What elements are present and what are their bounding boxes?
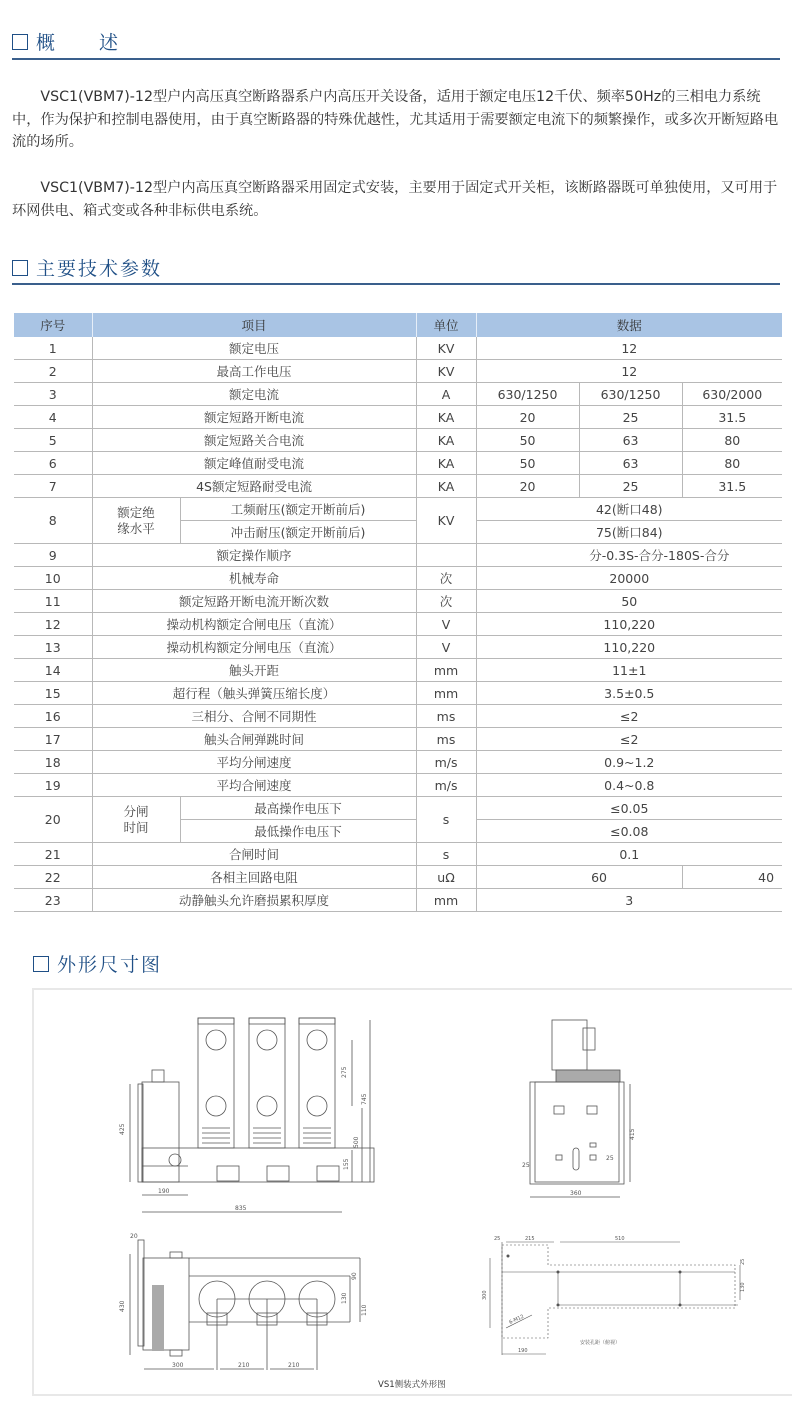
cell-no: 2: [14, 360, 92, 383]
cell-no: 14: [14, 659, 92, 682]
cell-subitem: 冲击耐压(额定开断前后): [180, 521, 416, 544]
group-label-line: 缘水平: [117, 520, 155, 536]
cell-unit: mm: [416, 682, 476, 705]
cell-no: 11: [14, 590, 92, 613]
cell-no: 5: [14, 429, 92, 452]
cell-item: 各相主回路电阻: [92, 866, 416, 889]
cell-data: 110,220: [476, 613, 782, 636]
cell-data: 63: [579, 452, 682, 475]
cell-item: 机械寿命: [92, 567, 416, 590]
cell-data: 20000: [476, 567, 782, 590]
svg-text:25: 25: [740, 1258, 746, 1265]
table-row: [14, 843, 782, 866]
table-row: [14, 475, 782, 498]
cell-data: 分-0.3S-合分-180S-合分: [476, 544, 782, 567]
cell-group: [92, 797, 180, 843]
cell-no: 3: [14, 383, 92, 406]
cell-item: 触头开距: [92, 659, 416, 682]
cell-item: 额定电流: [92, 383, 416, 406]
cell-no: 17: [14, 728, 92, 751]
table-row: [14, 337, 782, 360]
checkbox-square-icon: [33, 956, 49, 972]
cell-unit: KA: [416, 406, 476, 429]
table-row: [14, 452, 782, 475]
cell-data: 630/1250: [476, 383, 579, 406]
cell-data: 31.5: [682, 406, 782, 429]
cell-unit: m/s: [416, 774, 476, 797]
cell-unit: mm: [416, 889, 476, 912]
table-row: [14, 866, 782, 889]
cell-data: 75(断口84): [476, 521, 782, 544]
cell-unit: KV: [416, 337, 476, 360]
svg-text:430: 430: [119, 1300, 126, 1312]
cell-unit: ms: [416, 728, 476, 751]
svg-text:20: 20: [130, 1233, 138, 1240]
spec-table: [14, 313, 782, 912]
svg-text:300: 300: [172, 1362, 184, 1369]
section-title: 外形尺寸图: [57, 954, 163, 976]
cell-no: 4: [14, 406, 92, 429]
cell-data: 60: [476, 866, 682, 889]
table-row: [14, 751, 782, 774]
cell-unit: [416, 544, 476, 567]
cell-data: 40: [682, 866, 782, 889]
cell-no: 18: [14, 751, 92, 774]
cell-data: 20: [476, 406, 579, 429]
cell-item: 平均合闸速度: [92, 774, 416, 797]
overview-paragraph-1: VSC1(VBM7)-12型户内高压真空断路器系户内高压开关设备，适用于额定电压12千伏、频率50Hz的三相电力系统中，作为保护和控制电器使用，由于真空断路器的特殊优越性，尤其适用于需要额定电流下的频繁操作，或多次开断短路电流的场所。: [12, 89, 779, 150]
cell-item: 额定电压: [92, 337, 416, 360]
cell-item: 超行程（触头弹簧压缩长度）: [92, 682, 416, 705]
svg-text:835: 835: [235, 1205, 247, 1212]
cell-item: 额定短路关合电流: [92, 429, 416, 452]
header-no: 序号: [14, 313, 92, 337]
cell-no: 12: [14, 613, 92, 636]
table-row: [14, 659, 782, 682]
cell-subitem: 最高操作电压下: [180, 797, 416, 820]
table-row: [14, 613, 782, 636]
cell-item: 合闸时间: [92, 843, 416, 866]
cell-item: 最高工作电压: [92, 360, 416, 383]
cell-no: 15: [14, 682, 92, 705]
cell-unit: A: [416, 383, 476, 406]
cell-no: 21: [14, 843, 92, 866]
section-title: 概 述: [36, 32, 121, 54]
top-view-drawing: [110, 1220, 410, 1370]
table-row: [14, 590, 782, 613]
cell-data: ≤0.05: [476, 797, 782, 820]
cell-data: 50: [476, 429, 579, 452]
cell-item: 操动机构额定合闸电压（直流）: [92, 613, 416, 636]
svg-text:190: 190: [158, 1188, 170, 1195]
svg-text:190: 190: [518, 1348, 528, 1354]
section-title: 主要技术参数: [36, 258, 163, 280]
cell-unit: mm: [416, 659, 476, 682]
cell-no: 8: [14, 498, 92, 544]
cell-no: 10: [14, 567, 92, 590]
cell-unit: 次: [416, 567, 476, 590]
cell-unit: V: [416, 636, 476, 659]
section-header-specs: [12, 254, 162, 281]
table-row: [14, 406, 782, 429]
cell-unit: 次: [416, 590, 476, 613]
svg-text:25: 25: [494, 1236, 501, 1242]
table-header-row: [14, 313, 782, 337]
cell-data: 42(断口48): [476, 498, 782, 521]
cell-item: 三相分、合闸不同期性: [92, 705, 416, 728]
cell-unit: m/s: [416, 751, 476, 774]
cell-data: 3.5±0.5: [476, 682, 782, 705]
table-row: [14, 797, 782, 820]
svg-text:90: 90: [351, 1272, 358, 1280]
cell-data: 31.5: [682, 475, 782, 498]
cell-data: 630/2000: [682, 383, 782, 406]
section-divider: [12, 283, 780, 285]
cell-item: 动静触头允许磨损累积厚度: [92, 889, 416, 912]
group-label-line: 额定绝: [117, 504, 155, 520]
svg-text:210: 210: [288, 1362, 300, 1369]
svg-text:275: 275: [341, 1066, 348, 1078]
table-row: [14, 360, 782, 383]
svg-text:300: 300: [482, 1290, 488, 1300]
table-row: [14, 705, 782, 728]
table-row: [14, 498, 782, 521]
cell-data: 3: [476, 889, 782, 912]
svg-text:360: 360: [570, 1190, 582, 1197]
svg-text:415: 415: [629, 1128, 636, 1140]
svg-text:210: 210: [238, 1362, 250, 1369]
table-row: [14, 544, 782, 567]
cell-data: ≤2: [476, 728, 782, 751]
svg-text:6-M12: 6-M12: [508, 1313, 526, 1326]
svg-text:500: 500: [353, 1136, 360, 1148]
svg-text:25: 25: [522, 1162, 530, 1169]
cell-data: 50: [476, 590, 782, 613]
table-row: [14, 774, 782, 797]
cell-no: 22: [14, 866, 92, 889]
svg-text:215: 215: [525, 1236, 535, 1242]
svg-text:110: 110: [361, 1304, 368, 1316]
cell-unit: V: [416, 613, 476, 636]
svg-text:425: 425: [119, 1123, 126, 1135]
drawing-caption: VS1侧装式外形图: [378, 1380, 446, 1390]
group-label-line: 分闸: [123, 803, 149, 819]
cell-data: 63: [579, 429, 682, 452]
checkbox-square-icon: [12, 260, 28, 276]
overview-paragraph-2: VSC1(VBM7)-12型户内高压真空断路器采用固定式安装，主要用于固定式开关柜，该断路器既可单独使用，又可用于环网供电、箱式变或各种非标供电系统。: [12, 180, 778, 219]
svg-text:130: 130: [341, 1292, 348, 1304]
table-row: [14, 636, 782, 659]
header-data: 数据: [476, 313, 782, 337]
cell-no: 6: [14, 452, 92, 475]
cell-item: 平均分闸速度: [92, 751, 416, 774]
cell-data: 11±1: [476, 659, 782, 682]
cell-unit: s: [416, 843, 476, 866]
cell-item: 额定操作顺序: [92, 544, 416, 567]
front-view-drawing: [110, 1000, 400, 1220]
table-row: [14, 728, 782, 751]
table-row: [14, 429, 782, 452]
section-divider: [12, 58, 780, 60]
cell-no: 1: [14, 337, 92, 360]
svg-text:510: 510: [615, 1236, 625, 1242]
cell-no: 19: [14, 774, 92, 797]
cell-unit: uΩ: [416, 866, 476, 889]
cell-item: 额定峰值耐受电流: [92, 452, 416, 475]
cell-item: 操动机构额定分闸电压（直流）: [92, 636, 416, 659]
cell-subitem: 工频耐压(额定开断前后): [180, 498, 416, 521]
side-view-drawing: [500, 1000, 660, 1220]
table-row: [14, 682, 782, 705]
cell-data: 630/1250: [579, 383, 682, 406]
cell-no: 23: [14, 889, 92, 912]
cell-data: ≤0.08: [476, 820, 782, 843]
mounting-holes-drawing: [470, 1220, 770, 1370]
cell-item: 额定短路开断电流开断次数: [92, 590, 416, 613]
header-item: 项目: [92, 313, 416, 337]
cell-unit: KA: [416, 452, 476, 475]
svg-text:130: 130: [740, 1282, 746, 1292]
svg-text:25: 25: [606, 1155, 614, 1162]
cell-unit: ms: [416, 705, 476, 728]
checkbox-square-icon: [12, 34, 28, 50]
cell-data: 0.9~1.2: [476, 751, 782, 774]
cell-data: 110,220: [476, 636, 782, 659]
table-row: [14, 383, 782, 406]
cell-data: 80: [682, 429, 782, 452]
cell-data: 0.1: [476, 843, 782, 866]
cell-subitem: 最低操作电压下: [180, 820, 416, 843]
cell-no: 13: [14, 636, 92, 659]
section-header-overview: [12, 28, 120, 55]
svg-text:安装孔距（俯视）: 安装孔距（俯视）: [580, 1340, 621, 1346]
cell-no: 16: [14, 705, 92, 728]
cell-data: 20: [476, 475, 579, 498]
table-row: [14, 889, 782, 912]
cell-unit: KA: [416, 475, 476, 498]
cell-no: 20: [14, 797, 92, 843]
svg-text:745: 745: [361, 1093, 368, 1105]
cell-group: [92, 498, 180, 544]
svg-text:155: 155: [343, 1158, 350, 1170]
cell-item: 额定短路开断电流: [92, 406, 416, 429]
cell-unit: KA: [416, 429, 476, 452]
cell-data: 25: [579, 406, 682, 429]
cell-unit: KV: [416, 360, 476, 383]
cell-data: 25: [579, 475, 682, 498]
cell-data: 80: [682, 452, 782, 475]
cell-data: 12: [476, 337, 782, 360]
header-unit: 单位: [416, 313, 476, 337]
table-row: [14, 567, 782, 590]
cell-data: 12: [476, 360, 782, 383]
cell-data: 50: [476, 452, 579, 475]
cell-no: 9: [14, 544, 92, 567]
cell-item: 触头合闸弹跳时间: [92, 728, 416, 751]
cell-data: 0.4~0.8: [476, 774, 782, 797]
cell-item: 4S额定短路耐受电流: [92, 475, 416, 498]
cell-unit: s: [416, 797, 476, 843]
section-header-drawings: [33, 950, 162, 977]
cell-unit: KV: [416, 498, 476, 544]
group-label-line: 时间: [123, 819, 149, 835]
cell-data: ≤2: [476, 705, 782, 728]
cell-no: 7: [14, 475, 92, 498]
